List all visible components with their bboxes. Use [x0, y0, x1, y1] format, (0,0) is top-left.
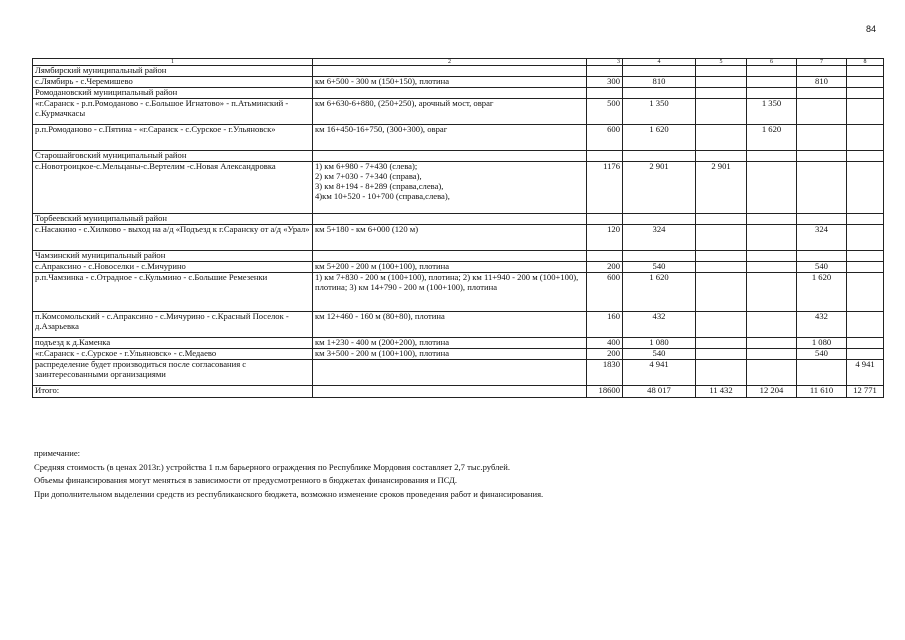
amount-cell: [696, 262, 747, 273]
empty-cell: [587, 66, 623, 77]
amount-cell: [696, 360, 747, 386]
region-row: [33, 251, 884, 262]
amount-cell: [747, 262, 797, 273]
empty-cell: [797, 88, 847, 99]
table-row: [33, 99, 884, 125]
length-cell: 500: [587, 99, 623, 125]
amount-cell: 12 204: [747, 386, 797, 398]
region-name: Ромодановский муниципальный район: [33, 88, 313, 99]
length-cell: 600: [587, 273, 623, 312]
amount-cell: [847, 99, 884, 125]
amount-cell: [847, 312, 884, 338]
amount-cell: 11 610: [797, 386, 847, 398]
empty-cell: [847, 214, 884, 225]
amount-cell: 810: [623, 77, 696, 88]
empty-cell: [587, 88, 623, 99]
amount-cell: [797, 125, 847, 151]
empty-cell: [623, 214, 696, 225]
column-number-row: [33, 59, 884, 66]
col-num-5: 5: [696, 59, 747, 66]
amount-cell: 540: [623, 349, 696, 360]
region-row: [33, 66, 884, 77]
table-row: [33, 125, 884, 151]
empty-cell: [587, 251, 623, 262]
location-cell: км 16+450-16+750, (300+300), овраг: [313, 125, 587, 151]
col-num-1: 1: [33, 59, 313, 66]
col-num-8: 8: [847, 59, 884, 66]
length-cell: 1830: [587, 360, 623, 386]
empty-cell: [747, 214, 797, 225]
empty-cell: [696, 151, 747, 162]
empty-cell: [847, 251, 884, 262]
region-name: Торбеевский муниципальный район: [33, 214, 313, 225]
table-row: [33, 338, 884, 349]
empty-cell: [313, 88, 587, 99]
region-name: Лямбирский муниципальный район: [33, 66, 313, 77]
empty-cell: [313, 251, 587, 262]
location-cell: км 12+460 - 160 м (80+80), плотина: [313, 312, 587, 338]
amount-cell: 432: [797, 312, 847, 338]
empty-cell: [587, 151, 623, 162]
amount-cell: 1 080: [623, 338, 696, 349]
page-number: 84: [866, 24, 877, 34]
length-cell: 18600: [587, 386, 623, 398]
empty-cell: [623, 88, 696, 99]
length-cell: 1176: [587, 162, 623, 214]
region-row: [33, 88, 884, 99]
amount-cell: [747, 312, 797, 338]
amount-cell: [696, 99, 747, 125]
amount-cell: [797, 162, 847, 214]
road-name-cell: с.Апраксино - с.Новоселки - с.Мичурино: [33, 262, 313, 273]
location-cell: км 6+630-6+880, (250+250), арочный мост, овраг: [313, 99, 587, 125]
col-num-4: 4: [623, 59, 696, 66]
amount-cell: [847, 125, 884, 151]
road-name-cell: подъезд к д.Каменка: [33, 338, 313, 349]
total-label: Итого:: [33, 386, 313, 398]
road-name-cell: распределение будет производиться после согласования с заинтересованными организациями: [33, 360, 313, 386]
empty-cell: [797, 214, 847, 225]
amount-cell: 2 901: [696, 162, 747, 214]
empty-cell: [847, 66, 884, 77]
amount-cell: 4 941: [623, 360, 696, 386]
table-row: [33, 312, 884, 338]
col-num-2: 2: [313, 59, 587, 66]
location-cell: км 1+230 - 400 м (200+200), плотина: [313, 338, 587, 349]
length-cell: 400: [587, 338, 623, 349]
amount-cell: 540: [797, 349, 847, 360]
empty-cell: [696, 66, 747, 77]
amount-cell: 2 901: [623, 162, 696, 214]
amount-cell: 1 620: [797, 273, 847, 312]
empty-cell: [847, 88, 884, 99]
amount-cell: [747, 77, 797, 88]
amount-cell: 324: [797, 225, 847, 251]
location-cell: км 5+200 - 200 м (100+100), плотина: [313, 262, 587, 273]
amount-cell: [696, 225, 747, 251]
amount-cell: 12 771: [847, 386, 884, 398]
amount-cell: 540: [623, 262, 696, 273]
length-cell: 300: [587, 77, 623, 88]
empty-cell: [623, 151, 696, 162]
amount-cell: [696, 125, 747, 151]
empty-cell: [747, 251, 797, 262]
empty-cell: [313, 66, 587, 77]
col-num-6: 6: [747, 59, 797, 66]
location-cell: 1) км 6+980 - 7+430 (слева); 2) км 7+030 - 7+340 (справа), 3) км 8+194 - 8+289 (справа,слева), 4)км 10+520 - 10+700 (справа,слева),: [313, 162, 587, 214]
amount-cell: [847, 273, 884, 312]
amount-cell: 540: [797, 262, 847, 273]
amount-cell: [797, 99, 847, 125]
amount-cell: [696, 349, 747, 360]
empty-cell: [696, 251, 747, 262]
length-cell: 160: [587, 312, 623, 338]
empty-cell: [797, 151, 847, 162]
location-cell: км 6+500 - 300 м (150+150), плотина: [313, 77, 587, 88]
empty-cell: [623, 251, 696, 262]
empty-cell: [313, 214, 587, 225]
length-cell: 600: [587, 125, 623, 151]
location-cell: [313, 360, 587, 386]
empty-cell: [747, 66, 797, 77]
table-row: [33, 225, 884, 251]
amount-cell: 432: [623, 312, 696, 338]
empty-cell: [847, 151, 884, 162]
empty-cell: [797, 66, 847, 77]
amount-cell: [797, 360, 847, 386]
amount-cell: [847, 162, 884, 214]
empty-cell: [696, 214, 747, 225]
amount-cell: 810: [797, 77, 847, 88]
amount-cell: [847, 349, 884, 360]
road-name-cell: с.Новотроицкое-с.Мельцаны-с.Вертелим -с.Новая Александровка: [33, 162, 313, 214]
notes-block: [34, 447, 543, 501]
note-line: Средняя стоимость (в ценах 2013г.) устройства 1 п.м барьерного ограждения по Республике Мордовия составляет 2,7 тыс.рублей.: [34, 461, 510, 472]
amount-cell: [847, 338, 884, 349]
road-name-cell: с.Насакино - с.Хилково - выход на а/д «Подъезд к г.Саранску от а/д «Урал»: [33, 225, 313, 251]
amount-cell: [747, 349, 797, 360]
empty-cell: [747, 88, 797, 99]
amount-cell: 324: [623, 225, 696, 251]
location-cell: [313, 386, 587, 398]
road-name-cell: р.п.Чамзинка - с.Отрадное - с.Кульмино - с.Большие Ремезенки: [33, 273, 313, 312]
empty-cell: [797, 251, 847, 262]
table-row: [33, 273, 884, 312]
road-name-cell: с.Лямбирь - с.Черемишево: [33, 77, 313, 88]
amount-cell: 48 017: [623, 386, 696, 398]
location-cell: км 5+180 - км 6+000 (120 м): [313, 225, 587, 251]
region-row: [33, 151, 884, 162]
amount-cell: [747, 360, 797, 386]
road-name-cell: п.Комсомольский - с.Апраксино - с.Мичурино - с.Красный Поселок - д.Азарьевка: [33, 312, 313, 338]
total-row: [33, 386, 884, 398]
empty-cell: [313, 151, 587, 162]
length-cell: 200: [587, 349, 623, 360]
length-cell: 200: [587, 262, 623, 273]
amount-cell: [696, 77, 747, 88]
table-row: [33, 349, 884, 360]
amount-cell: [847, 77, 884, 88]
note-line: Объемы финансирования могут меняться в зависимости от предусмотренного в бюджетах финансирования и ПСД.: [34, 475, 458, 485]
road-name-cell: р.п.Ромоданово - с.Пятина - «г.Саранск - с.Сурское - г.Ульяновск»: [33, 125, 313, 151]
location-cell: км 3+500 - 200 м (100+100), плотина: [313, 349, 587, 360]
empty-cell: [623, 66, 696, 77]
amount-cell: 1 350: [623, 99, 696, 125]
empty-cell: [696, 88, 747, 99]
road-name-cell: «г.Саранск - с.Сурское - г.Ульяновск» - с.Медаево: [33, 349, 313, 360]
table-row: [33, 162, 884, 214]
amount-cell: [747, 225, 797, 251]
empty-cell: [587, 214, 623, 225]
amount-cell: [847, 225, 884, 251]
amount-cell: 11 432: [696, 386, 747, 398]
amount-cell: 1 620: [623, 125, 696, 151]
amount-cell: [747, 162, 797, 214]
amount-cell: [747, 338, 797, 349]
road-name-cell: «г.Саранск - р.п.Ромоданово - с.Большое Игнатово» - п.Атьминский - с.Курмачкасы: [33, 99, 313, 125]
amount-cell: 1 350: [747, 99, 797, 125]
amount-cell: [747, 273, 797, 312]
table-row: [33, 360, 884, 386]
col-num-3: 3: [587, 59, 623, 66]
region-name: Чамзинский муниципальный район: [33, 251, 313, 262]
col-num-7: 7: [797, 59, 847, 66]
table-row: [33, 262, 884, 273]
empty-cell: [747, 151, 797, 162]
amount-cell: [696, 273, 747, 312]
location-cell: 1) км 7+830 - 200 м (100+100), плотина; 2) км 11+940 - 200 м (100+100), плотина; 3) км 14+790 - 200 м (100+100), плотина: [313, 273, 587, 312]
financing-table: [32, 58, 884, 398]
amount-cell: 4 941: [847, 360, 884, 386]
region-row: [33, 214, 884, 225]
amount-cell: [696, 312, 747, 338]
region-name: Старошайговский муниципальный район: [33, 151, 313, 162]
length-cell: 120: [587, 225, 623, 251]
notes-heading: примечание:: [34, 448, 81, 458]
amount-cell: [696, 338, 747, 349]
amount-cell: 1 620: [747, 125, 797, 151]
amount-cell: 1 620: [623, 273, 696, 312]
table-row: [33, 77, 884, 88]
amount-cell: 1 080: [797, 338, 847, 349]
note-line: При дополнительном выделении средств из республиканского бюджета, возможно изменение сроков проведения работ и финансирования.: [34, 488, 544, 499]
amount-cell: [847, 262, 884, 273]
